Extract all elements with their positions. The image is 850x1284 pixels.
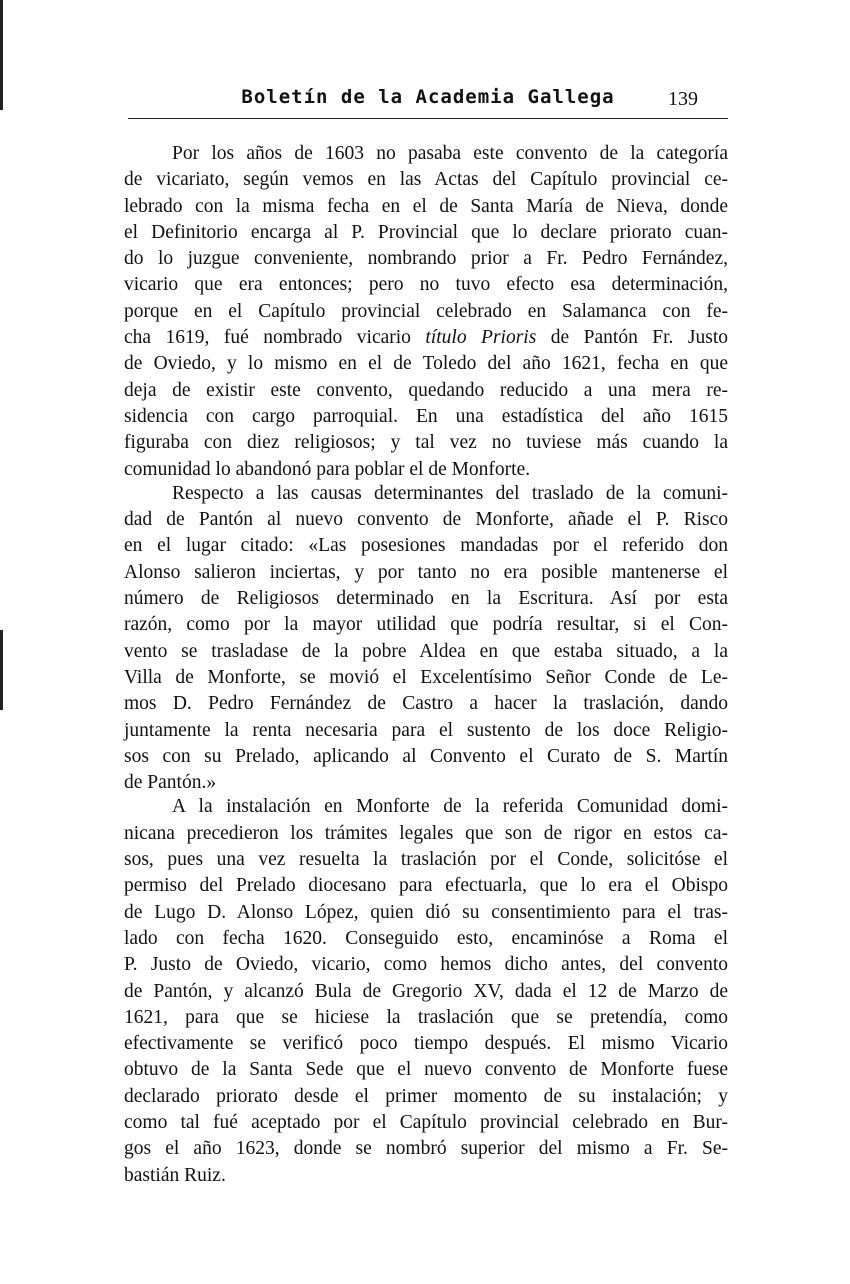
page-header	[128, 86, 728, 116]
text-line: obtuvo de la Santa Sede que el nuevo convento de Monforte fuese	[124, 1059, 728, 1081]
text-line: comunidad lo abandonó para poblar el de Monforte.	[124, 458, 531, 480]
text-line: de Lugo D. Alonso López, quien dió su consentimiento para el tras-	[124, 901, 728, 923]
text-line: declarado priorato desde el primer momento de su instalación; y	[124, 1085, 728, 1107]
scan-edge	[0, 630, 3, 710]
text-line: nicana precedieron los trámites legales que son de rigor en estos ca-	[124, 822, 728, 844]
paragraph	[124, 141, 728, 483]
text-line: número de Religiosos determinado en la Escritura. Así por esta	[124, 588, 728, 610]
text-line: sos, pues una vez resuelta la traslación por el Conde, solicitóse el	[124, 849, 728, 871]
text-line: sos con su Prelado, aplicando al Convento el Curato de S. Martín	[124, 745, 728, 767]
text-line: do lo juzgue conveniente, nombrando prior a Fr. Pedro Fernández,	[124, 248, 728, 270]
header-rule	[128, 118, 728, 119]
text-line: de vicariato, según vemos en las Actas del Capítulo provincial ce-	[124, 169, 728, 191]
text-line: permiso del Prelado diocesano para efectuarla, que lo era el Obispo	[124, 875, 728, 897]
text-line: Por los años de 1603 no pasaba este convento de la categoría	[172, 143, 728, 164]
text-line: gos el año 1623, donde se nombró superior del mismo a Fr. Se-	[124, 1138, 728, 1160]
text-line: de Oviedo, y lo mismo en el de Toledo del año 1621, fecha en que	[124, 353, 728, 375]
text-line	[124, 325, 728, 351]
text-line: en el lugar citado: «Las posesiones mandadas por el referido don	[124, 535, 728, 557]
text-line: P. Justo de Oviedo, vicario, como hemos dicho antes, del convento	[124, 954, 728, 976]
text-line: lado con fecha 1620. Conseguido esto, encaminóse a Roma el	[124, 927, 728, 949]
text-line: dad de Pantón al nuevo convento de Monforte, añade el P. Risco	[124, 509, 728, 531]
text-line: de Pantón.»	[124, 772, 217, 794]
text-line: lebrado con la misma fecha en el de Santa María de Nieva, donde	[124, 195, 728, 217]
paragraph	[124, 481, 728, 797]
text-line: figuraba con diez religiosos; y tal vez no tuviese más cuando la	[124, 432, 728, 454]
text-line: juntamente la renta necesaria para el sustento de los doce Religio-	[124, 719, 728, 741]
scan-edge	[0, 0, 3, 110]
italic-phrase: título Prioris	[425, 327, 537, 349]
text-line: razón, como por la mayor utilidad que podría resultar, si el Con-	[124, 614, 728, 636]
text-line: deja de existir este convento, quedando reducido a una mera re-	[124, 379, 728, 401]
text-line: como tal fué aceptado por el Capítulo provincial celebrado en Bur-	[124, 1111, 728, 1133]
text-line: de Pantón, y alcanzó Bula de Gregorio XV, dada el 12 de Marzo de	[124, 980, 728, 1002]
text-line: Alonso salieron inciertas, y por tanto no era posible mantenerse el	[124, 561, 728, 583]
running-title: Boletín de la Academia Gallega	[241, 86, 615, 108]
paragraph	[124, 794, 728, 1188]
text-line: Villa de Monforte, se movió el Excelentísimo Señor Conde de Le-	[124, 666, 728, 688]
text-line: vento se trasladase de la pobre Aldea en que estaba situado, a la	[124, 640, 728, 662]
text-line: vicario que era entonces; pero no tuvo efecto esa determinación,	[124, 274, 728, 296]
text-line: 1621, para que se hiciese la traslación que se pretendía, como	[124, 1006, 728, 1028]
text-segment: cha 1619, fué nombrado vicario	[124, 327, 426, 349]
text-line: Respecto a las causas determinantes del traslado de la comuni-	[172, 482, 728, 504]
page-number: 139	[668, 88, 698, 110]
text-segment: de Pantón Fr. Justo	[536, 327, 728, 349]
text-line: sidencia con cargo parroquial. En una estadística del año 1615	[124, 405, 728, 427]
text-line: el Definitorio encarga al P. Provincial que lo declare priorato cuan-	[124, 221, 728, 243]
text-line: mos D. Pedro Fernández de Castro a hacer la traslación, dando	[124, 693, 728, 715]
text-line: efectivamente se verificó poco tiempo después. El mismo Vicario	[124, 1033, 728, 1055]
body-text	[124, 141, 728, 1189]
text-line: bastián Ruiz.	[124, 1164, 226, 1186]
text-line: porque en el Capítulo provincial celebrado en Salamanca con fe-	[124, 300, 728, 322]
text-line: A la instalación en Monforte de la referida Comunidad domi-	[172, 796, 728, 818]
